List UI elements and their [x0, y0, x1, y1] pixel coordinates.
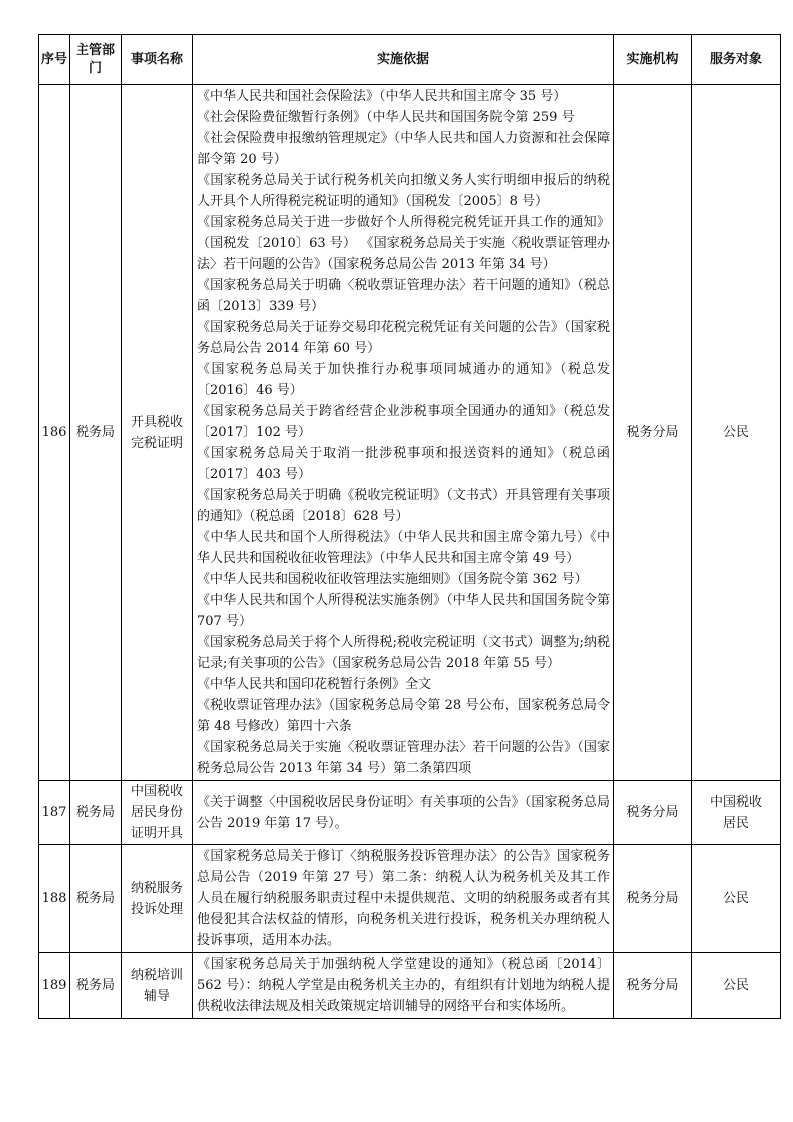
- header-target: 服务对象: [692, 35, 781, 85]
- basis-line: 《国家税务总局关于实施〈税收票证管理办法〉若干问题的公告》（国家税务总局公告 2013 年第 34 号）第二条第四项: [197, 740, 610, 776]
- basis-line: 《税收票证管理办法》（国家税务总局令第 28 号公布，国家税务总局令第 48 号修改）第四十六条: [197, 698, 610, 734]
- header-basis: 实施依据: [193, 35, 614, 85]
- row-seq: 188: [39, 845, 70, 953]
- row-target: [692, 781, 781, 845]
- row-agency: 税务分局: [614, 781, 692, 845]
- row-dept: 税务局: [70, 781, 122, 845]
- row-agency: 税务分局: [614, 953, 692, 1019]
- header-row: [39, 35, 781, 85]
- basis-line: 《国家税务总局关于加强纳税人学堂建设的通知》（税总函〔2014〕562 号）：纳税人学堂是由税务机关主办的，有组织有计划地为纳税人提供税收法律法规及相关政策规定培训辅导的网络平台和实体场所。: [197, 957, 610, 1014]
- row-dept: 税务局: [70, 953, 122, 1019]
- row-agency: 税务分局: [614, 845, 692, 953]
- row-item-text: 中国税收居民身份证明开具: [130, 784, 183, 841]
- basis-line: 《国家税务总局关于证券交易印花税完税凭证有关问题的公告》（国家税务总局公告 2014 年第 60 号）: [197, 320, 610, 356]
- row-target-text: 中国税收居民: [709, 794, 762, 831]
- table-row: [39, 85, 781, 781]
- basis-line: 《关于调整〈中国税收居民身份证明〉有关事项的公告》（国家税务总局公告 2019 年第 17 号）。: [197, 794, 610, 831]
- basis-line: 《国家税务总局关于试行税务机关向扣缴义务人实行明细申报后的纳税人开具个人所得税完税证明的通知》（国税发〔2005〕8 号）: [197, 173, 610, 209]
- policy-table: [38, 34, 781, 1019]
- basis-line: 《中华人民共和国社会保险法》（中华人民共和国主席令 35 号）: [197, 89, 567, 104]
- basis-line: 《国家税务总局关于明确〈税收票证管理办法〉若干问题的通知》（税总函〔2013〕339 号）: [197, 278, 610, 314]
- row-basis: [193, 845, 614, 953]
- header-item: 事项名称: [122, 35, 193, 85]
- row-item-text: 纳税服务投诉处理: [130, 880, 183, 917]
- row-basis: [193, 953, 614, 1019]
- row-item-text: 纳税培训辅导: [130, 967, 183, 1004]
- table-row: [39, 781, 781, 845]
- row-item: [122, 953, 193, 1019]
- row-item: [122, 781, 193, 845]
- row-dept: 税务局: [70, 85, 122, 781]
- basis-line: 《国家税务总局关于将个人所得税;税收完税证明（文书式）调整为;纳税记录;有关事项的公告》（国家税务总局公告 2018 年第 55 号）: [197, 635, 610, 671]
- basis-line: 《中华人民共和国个人所得税法实施条例》（中华人民共和国国务院令第 707 号）: [197, 593, 610, 629]
- row-basis: [193, 85, 614, 781]
- basis-line: 《国家税务总局关于进一步做好个人所得税完税凭证开具工作的通知》（国税发〔2010〕63 号） 《国家税务总局关于实施〈税收票证管理办法〉若干问题的公告》（国家税务总局公告 2013 年第 34 号）: [197, 215, 610, 272]
- basis-line: 《国家税务总局关于明确《税收完税证明》（文书式）开具管理有关事项的通知》（税总函〔2018〕628 号）: [197, 488, 610, 524]
- row-agency: 税务分局: [614, 85, 692, 781]
- basis-line: 《中华人民共和国税收征收管理法实施细则》（国务院令第 362 号）: [197, 572, 588, 587]
- row-seq: 189: [39, 953, 70, 1019]
- basis-line: 《中华人民共和国印花税暂行条例》全文: [197, 677, 432, 692]
- header-dept: 主管部门: [70, 35, 122, 85]
- header-agency: 实施机构: [614, 35, 692, 85]
- row-target: 公民: [692, 845, 781, 953]
- basis-line: 《中华人民共和国个人所得税法》（中华人民共和国主席令第九号）《中华人民共和国税收征收管理法》（中华人民共和国主席令第 49 号）: [197, 530, 610, 566]
- table-row: [39, 953, 781, 1019]
- row-item: [122, 845, 193, 953]
- row-target: 公民: [692, 85, 781, 781]
- table-row: [39, 845, 781, 953]
- basis-line: 《社会保险费征缴暂行条例》（中华人民共和国国务院令第 259 号: [197, 110, 575, 125]
- basis-line: 《国家税务总局关于加快推行办税事项同城通办的通知》（税总发〔2016〕46 号）: [197, 362, 610, 398]
- row-target: 公民: [692, 953, 781, 1019]
- row-item-text: 开具税收完税证明: [130, 414, 183, 451]
- row-item: [122, 85, 193, 781]
- row-dept: 税务局: [70, 845, 122, 953]
- row-seq: 186: [39, 85, 70, 781]
- basis-line: 《国家税务总局关于取消一批涉税事项和报送资料的通知》（税总函〔2017〕403 号）: [197, 446, 610, 482]
- header-seq: 序号: [39, 35, 70, 85]
- basis-line: 《国家税务总局关于跨省经营企业涉税事项全国通办的通知》（税总发〔2017〕102 号）: [197, 404, 610, 440]
- row-seq: 187: [39, 781, 70, 845]
- row-basis: [193, 781, 614, 845]
- basis-line: 《社会保险费申报缴纳管理规定》（中华人民共和国人力资源和社会保障部令第 20 号）: [197, 131, 610, 167]
- basis-line: 《国家税务总局关于修订〈纳税服务投诉管理办法〉的公告》国家税务总局公告（2019 年第 27 号）第二条：纳税人认为税务机关及其工作人员在履行纳税服务职责过程中未提供规范、文明的纳税服务或者有其他侵犯其合法权益的情形，向税务机关进行投诉，税务机关办理纳税人投诉事项，适用本办法。: [197, 849, 610, 948]
